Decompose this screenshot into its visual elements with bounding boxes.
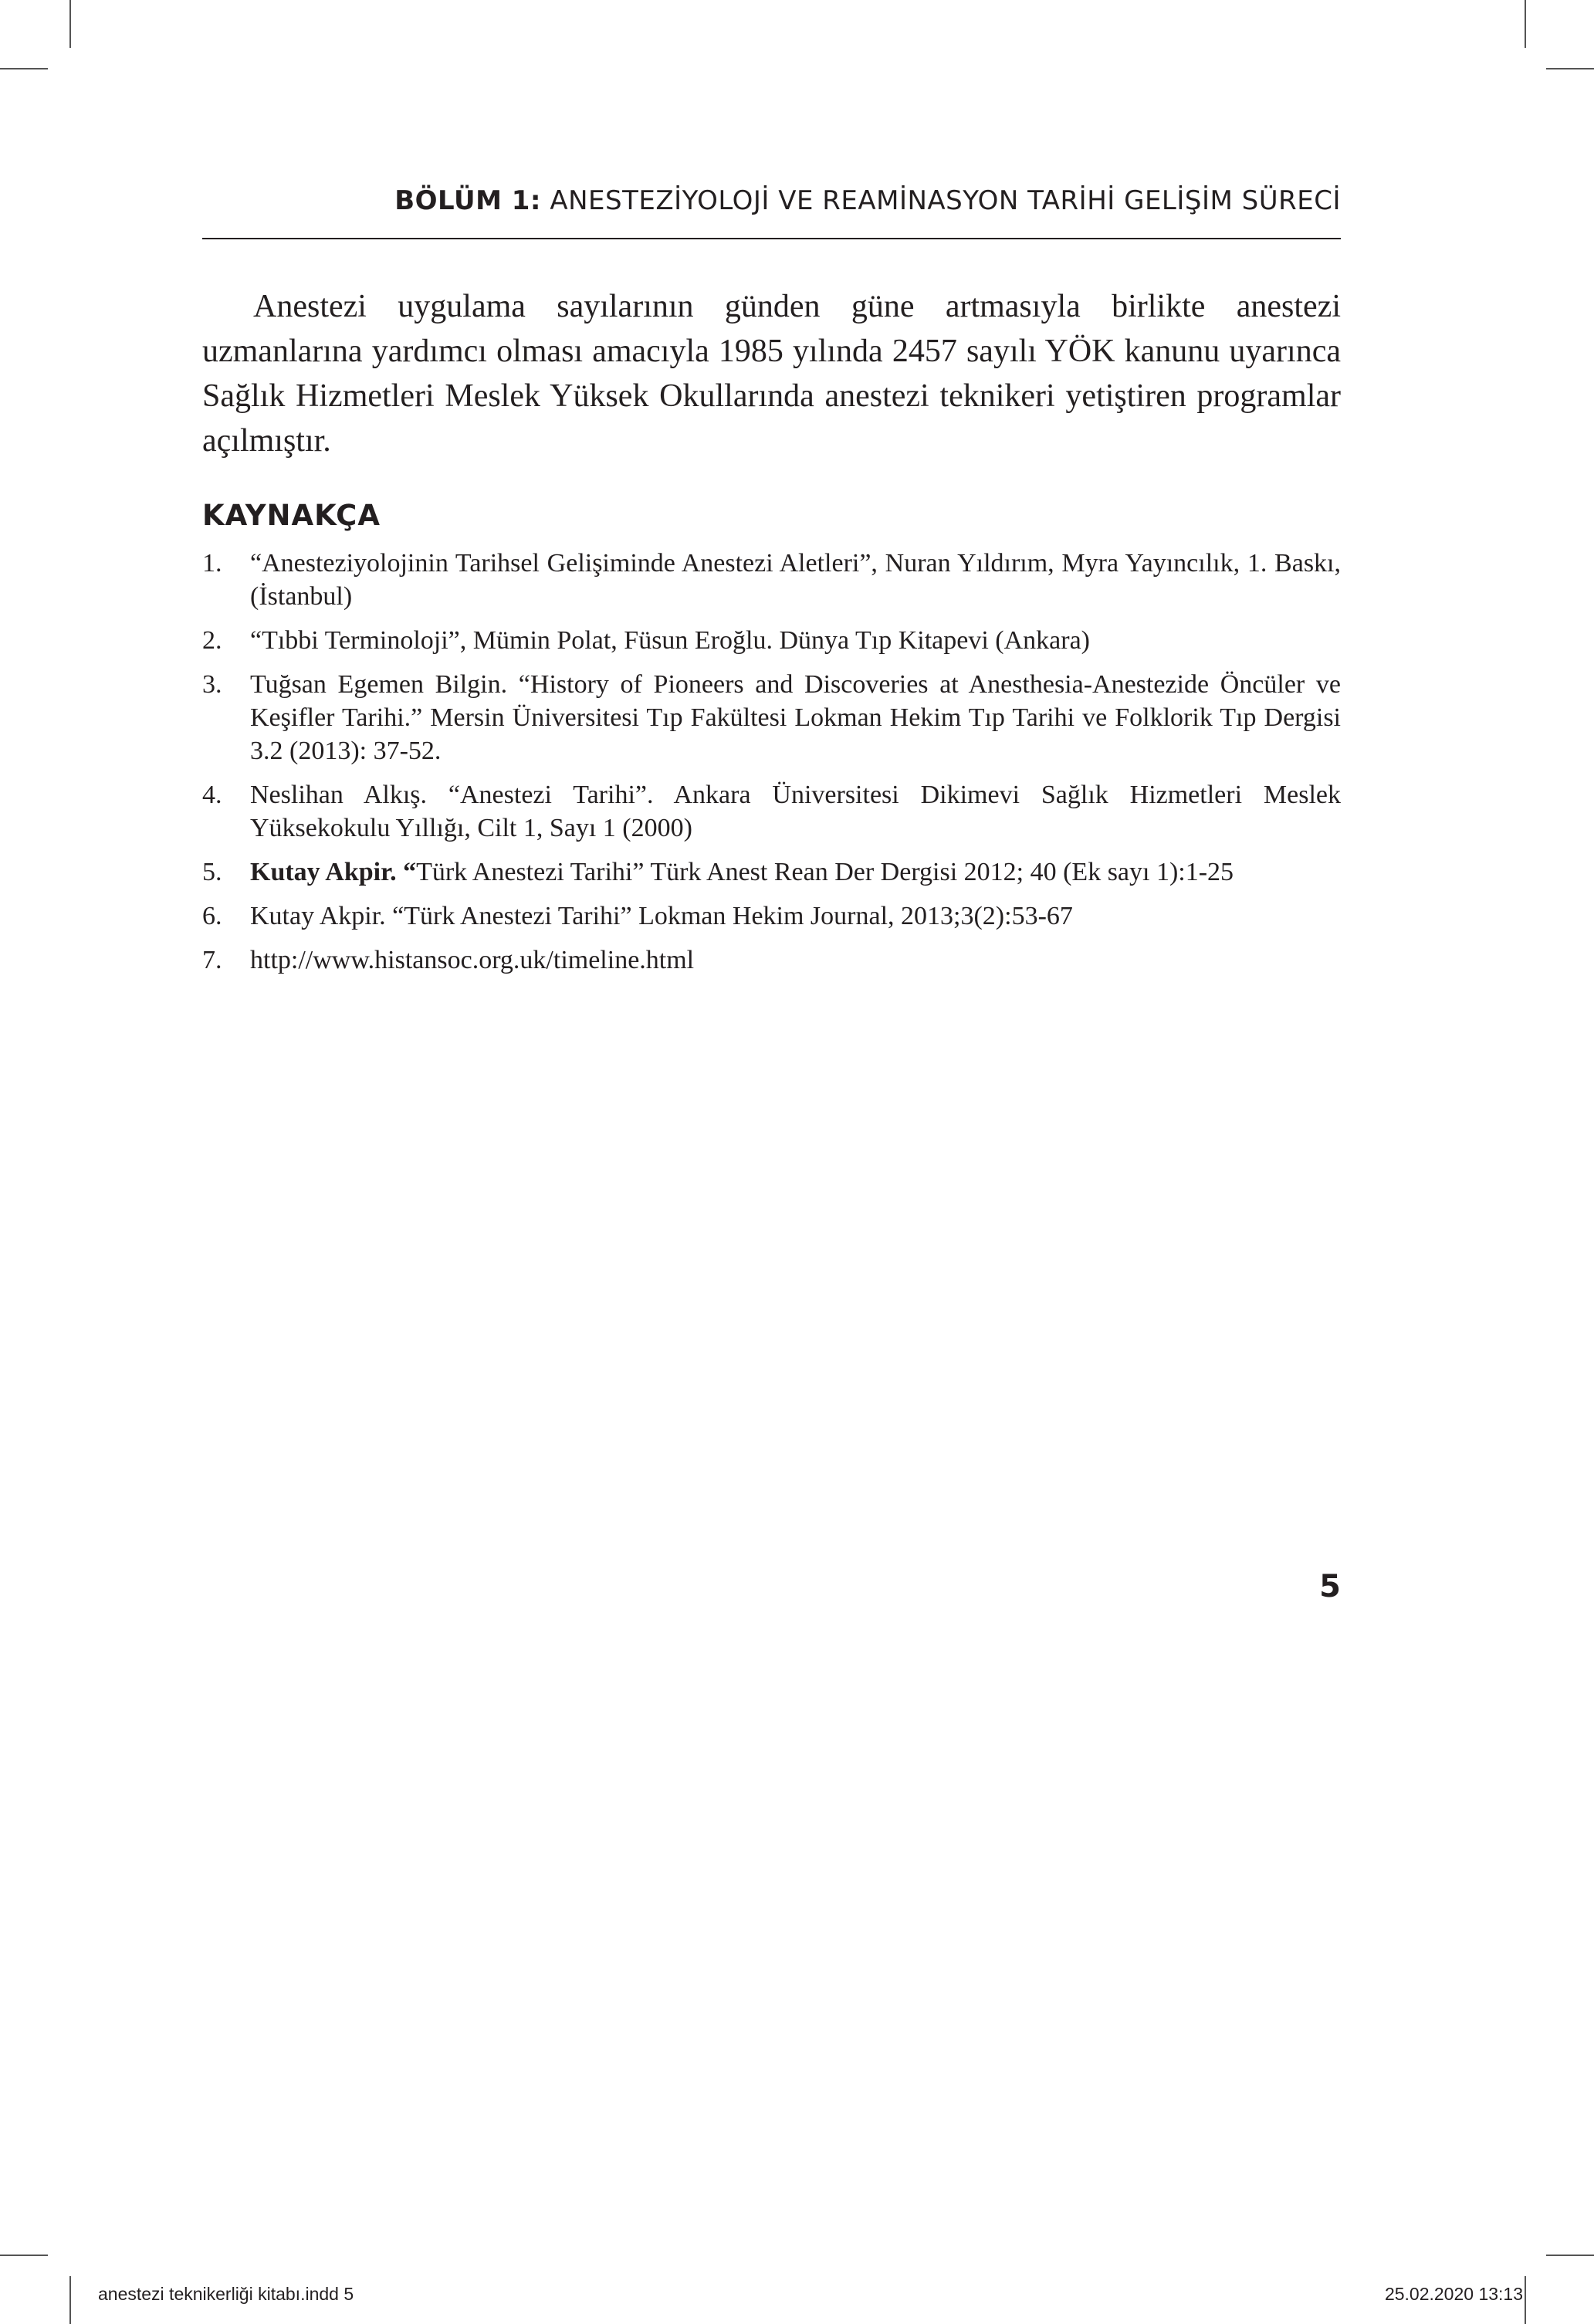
reference-item [202, 855, 1341, 889]
reference-number: 2. [202, 626, 222, 655]
reference-text: “Tıbbi Terminoloji”, Mümin Polat, Füsun Eroğlu. Dünya Tıp Kitapevi (Ankara) [250, 626, 1090, 655]
reference-text: Tuğsan Egemen Bilgin. “History of Pioneers and Discoveries at Anesthesia-Anestezide Öncüler ve Keşifler Tarihi.” Mersin Üniversitesi Tıp Fakültesi Lokman Hekim Tıp Tarihi ve Folklorik Tıp Dergisi 3.2 (2013): 37-52. [250, 670, 1341, 765]
crop-mark [1525, 0, 1526, 48]
print-slug-file: anestezi teknikerliği kitabı.indd 5 [98, 2284, 354, 2304]
reference-text: Türk Anestezi Tarihi” Türk Anest Rean Der Dergisi 2012; 40 (Ek sayı 1):1-25 [416, 858, 1234, 886]
reference-number: 6. [202, 902, 222, 930]
reference-item [202, 778, 1341, 845]
references-list [202, 547, 1341, 988]
reference-item [202, 547, 1341, 613]
header-rule [202, 238, 1341, 239]
references-heading: KAYNAKÇA [202, 499, 381, 532]
reference-author-bold: Kutay Akpir. “ [250, 858, 417, 886]
crop-mark [69, 0, 71, 48]
intro-paragraph: Anestezi uygulama sayılarının günden güne artmasıyla birlikte anestezi uzmanlarına yardımcı olması amacıyla 1985 yılında 2457 sayılı YÖK kanunu uyarınca Sağlık Hizmetleri Meslek Yüksek Okullarında anestezi teknikeri yetiştiren programlar açılmıştır. [202, 289, 1341, 459]
reference-number: 7. [202, 946, 222, 974]
page-number: 5 [1319, 1569, 1341, 1604]
reference-text: “Anesteziyolojinin Tarihsel Gelişiminde Anestezi Aletleri”, Nuran Yıldırım, Myra Yayıncılık, 1. Baskı, (İstanbul) [250, 549, 1341, 611]
crop-mark [0, 2255, 48, 2256]
reference-text: Neslihan Alkış. “Anestezi Tarihi”. Ankara Üniversitesi Dikimevi Sağlık Hizmetleri Meslek Yüksekokulu Yıllığı, Cilt 1, Sayı 1 (2000) [250, 781, 1341, 842]
chapter-label: BÖLÜM 1: [394, 185, 542, 216]
reference-item [202, 668, 1341, 767]
reference-number: 5. [202, 858, 222, 886]
reference-number: 3. [202, 670, 222, 699]
crop-mark [1546, 68, 1594, 69]
reference-item [202, 624, 1341, 657]
reference-item [202, 943, 1341, 977]
reference-number: 4. [202, 781, 222, 809]
running-head [202, 185, 1341, 216]
reference-url: http://www.histansoc.org.uk/timeline.html [250, 946, 695, 974]
reference-text: Kutay Akpir. “Türk Anestezi Tarihi” Lokman Hekim Journal, 2013;3(2):53-67 [250, 902, 1073, 930]
crop-mark [1546, 2255, 1594, 2256]
reference-number: 1. [202, 549, 222, 578]
crop-mark [0, 68, 48, 69]
crop-mark [1525, 2276, 1526, 2324]
crop-mark [69, 2276, 71, 2324]
print-slug-datetime: 25.02.2020 13:13 [1384, 2284, 1523, 2304]
chapter-title: ANESTEZİYOLOJİ VE REAMİNASYON TARİHİ GELİŞİM SÜRECİ [550, 185, 1341, 216]
reference-item [202, 899, 1341, 933]
